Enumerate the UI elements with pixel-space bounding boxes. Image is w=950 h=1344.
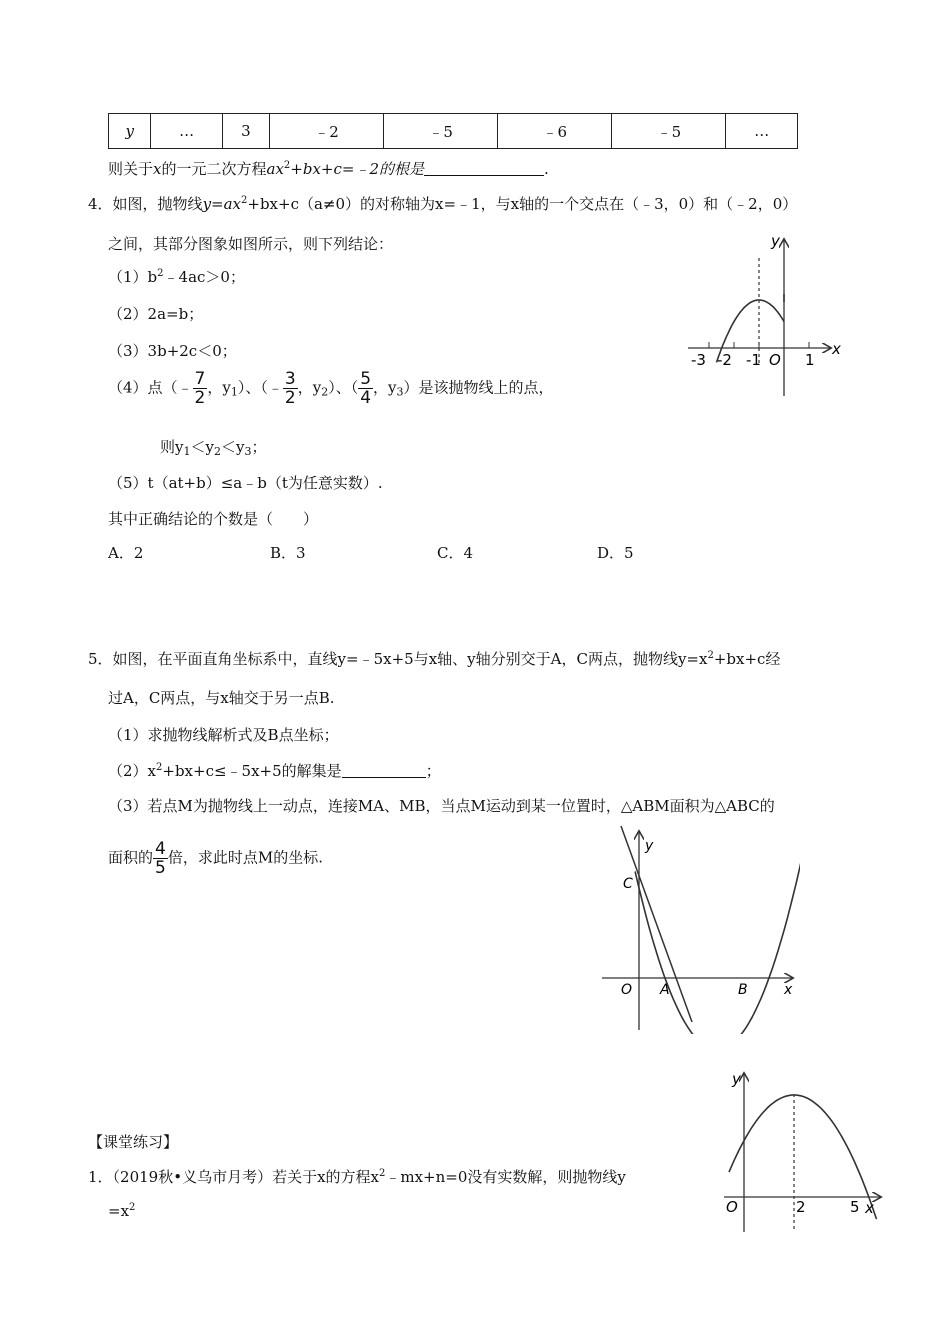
subscript: 3 [244, 445, 252, 458]
q5-part3-line2 [108, 840, 323, 877]
q5-part1: （1）求抛物线解析式及B点坐标； [108, 726, 339, 744]
practice-q1-line1: 1．（2019秋•义乌市月考）若关于x的方程$x^2﹣mx+n=0$没有实数解，则抛物线y [88, 1168, 626, 1186]
tick-label: 2 [796, 1198, 806, 1216]
q4-stem-line2: 之间，其部分图象如图所示，则下列结论： [108, 235, 394, 253]
x-label: x [832, 340, 841, 358]
fraction-num: 7 [194, 369, 206, 389]
tick-label: 1 [805, 351, 815, 369]
q4-question: 其中正确结论的个数是（ ） [108, 510, 319, 528]
q4-conclusion-2: （2）2a=b； [108, 305, 204, 323]
q4-c1b: ﹣4ac＞0； [163, 268, 245, 286]
fraction [283, 370, 298, 407]
fraction-den: 4 [360, 388, 372, 408]
table-cell: … [726, 114, 798, 149]
practice-q1-text: ﹣mx+n=0没有实数解，则抛物线y [385, 1168, 626, 1186]
fraction [153, 840, 168, 877]
x-label: x [784, 982, 793, 998]
origin-label: O [621, 982, 633, 998]
q3-tail-line: 则关于x的一元二次方程$ax^2+bx+c=﹣2$的根是 . [108, 160, 549, 178]
q4-c4-text: ）是该抛物线上的点， [403, 378, 554, 397]
q4-c4-text: ，y [373, 378, 397, 397]
option-c[interactable]: C．4 [437, 544, 474, 562]
table-cell: 3 [222, 114, 269, 149]
q5-number: 5． [88, 650, 113, 668]
q4-text: +bx+c（a≠0）的对称轴为x=﹣1，与x轴的一个交点在（﹣3，0）和（﹣2，0） [247, 195, 798, 213]
q4-c4-text: ）、（﹣ [237, 378, 283, 397]
q4-stem-line1: 4．如图，抛物线$y=ax^2+bx+c(a\ne 0)$的对称轴为x=﹣1，与x轴的一个交点在（﹣3，0）和（﹣2，0） [88, 195, 798, 213]
option-a[interactable]: A．2 [108, 544, 144, 562]
q3-eq-rest: +bx+c=﹣2的根是 [290, 160, 424, 178]
fraction-den: 5 [155, 858, 166, 878]
q4-c4-text: ＜y [220, 438, 245, 456]
table-cell: ﹣6 [498, 114, 612, 149]
q5-line2: 过A，C两点，与x轴交于另一点B. [108, 689, 335, 707]
option-d[interactable]: D．5 [597, 544, 634, 562]
subscript: 3 [396, 385, 404, 399]
q5-p2-text: +bx+c≤﹣5x+5的解集是 [162, 762, 342, 780]
q3-eq: ax [266, 160, 284, 178]
tick-label: -3 [691, 351, 706, 369]
origin-label: O [769, 351, 781, 369]
q5-text: 如图，在平面直角坐标系中，直线y=﹣5x+5与x轴、y轴分别交于A，C两点，抛物线y=x [112, 650, 708, 668]
point-a-label: A [660, 982, 670, 998]
q5-text: +bx+c经 [713, 650, 781, 668]
point-b-label: B [738, 982, 748, 998]
tick-label: -1 [746, 351, 761, 369]
practice-q1-text: （2019秋•义乌市月考）若关于x的方程x [112, 1168, 379, 1186]
answer-blank[interactable] [424, 159, 544, 176]
q4-conclusion-4 [108, 370, 554, 407]
option-b[interactable]: B．3 [270, 544, 306, 562]
fraction-num: 3 [284, 369, 296, 389]
y-label: y [771, 232, 780, 250]
q5-p3-text: 倍，求此时点M的坐标. [167, 848, 323, 867]
q5-p2-text: ； [425, 762, 441, 780]
point-c-label: C [623, 876, 633, 892]
table-cell: … [151, 114, 222, 149]
q3-end: . [544, 160, 549, 178]
x-label: x [865, 1199, 874, 1217]
answer-blank[interactable] [342, 761, 426, 778]
q4-c4-text: ＜y [190, 438, 214, 456]
q4-c4-text: 则y [160, 438, 184, 456]
y-label: y [732, 1070, 741, 1088]
subscript: 2 [213, 445, 221, 458]
y-label: y [645, 838, 654, 854]
q5-p2-text: （2）x [108, 762, 157, 780]
q5-line1: 5．如图，在平面直角坐标系中，直线y=﹣5x+5与x轴、y轴分别交于A，C两点，抛物线$y=x^2+bx+c$经 [88, 650, 781, 668]
q4-c1: （1）b [108, 268, 158, 286]
q5-p3-text: 面积的 [108, 848, 154, 867]
q5-parabola-graph [600, 822, 800, 1034]
practice-heading: 【课堂练习】 [88, 1133, 179, 1151]
table-cell: ﹣2 [269, 114, 383, 149]
tick-label: 5 [850, 1198, 860, 1216]
fraction-den: 2 [284, 388, 296, 408]
q4-text: 如图，抛物线 [112, 195, 203, 213]
q4-eq: y=ax [202, 195, 242, 213]
fraction [193, 370, 208, 407]
subscript: 1 [230, 385, 238, 399]
q4-conclusion-1: $(1)b^2﹣4ac>0$； [108, 268, 245, 286]
table-cell: ﹣5 [612, 114, 726, 149]
q4-c4-text: ； [251, 438, 267, 456]
table-cell: ﹣5 [384, 114, 498, 149]
value-table [108, 113, 798, 149]
q3-text: 的一元二次方程 [161, 160, 267, 178]
table-row [109, 114, 798, 149]
table-cell: y [109, 114, 151, 149]
q5-part2: $(2)x^2+bx+c\le﹣5x+5$的解集是 ； [108, 762, 441, 780]
q4-c4-text: ，y [297, 378, 322, 397]
fraction-num: 5 [360, 369, 372, 389]
q4-parabola-graph [680, 228, 850, 400]
subscript: 2 [321, 385, 329, 399]
practice-q1-number: 1． [88, 1168, 113, 1186]
fraction-num: 4 [155, 839, 166, 859]
fraction [358, 370, 373, 407]
q4-conclusion-3: （3）3b+2c＜0； [108, 342, 237, 360]
q3-text: 则关于 [108, 160, 154, 178]
tick-label: -2 [717, 351, 732, 369]
origin-label: O [726, 1198, 738, 1216]
q4-conclusion-4-line2 [160, 436, 266, 457]
subscript: 1 [183, 445, 191, 458]
fraction-den: 2 [194, 388, 206, 408]
parabola-curve [635, 822, 800, 1034]
practice-parabola-graph [716, 1064, 896, 1234]
practice-q1-line2: $=x^2$ [108, 1202, 136, 1220]
practice-q1-text: =x [108, 1202, 130, 1220]
q5-part3: （3）若点M为抛物线上一动点，连接MA、MB，当点M运动到某一位置时，△ABM面积为△ABC的 [108, 797, 775, 815]
q4-number: 4． [88, 195, 113, 213]
q4-c4-text: ）、（ [328, 378, 359, 397]
q4-c4-text: ，y [207, 378, 231, 397]
q3-var: x [153, 160, 162, 178]
q4-c4-text: （4）点（﹣ [108, 378, 193, 397]
q4-conclusion-5: （5）t（at+b）≤a﹣b（t为任意实数）. [108, 474, 383, 492]
